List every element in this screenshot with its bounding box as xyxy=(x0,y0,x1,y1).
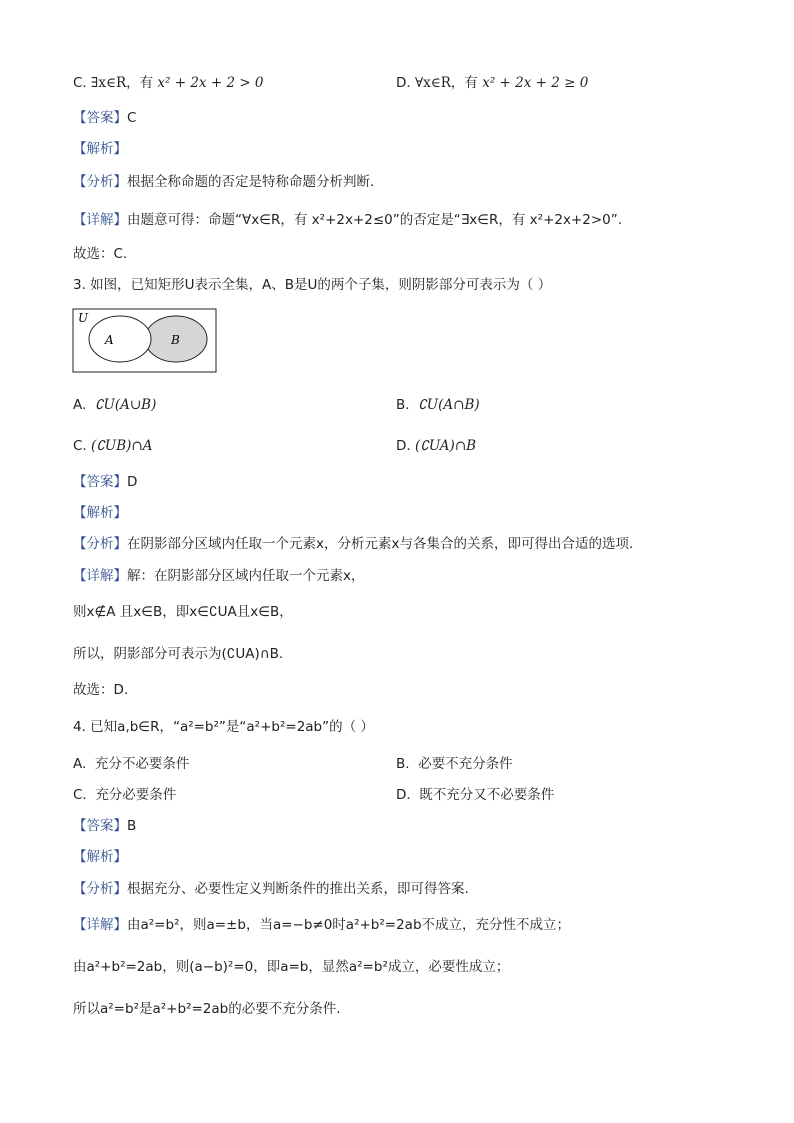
universe-label: U xyxy=(78,311,89,325)
q4-stem: 4. 已知a,b∈R，“a²=b²”是“a²+b²=2ab”的（ ） xyxy=(73,719,374,735)
set-b-label: B xyxy=(171,333,180,347)
q3-option-a: A. ∁U(A∪B) xyxy=(73,397,157,413)
q2-conclusion: 故选：C. xyxy=(73,246,128,262)
q3-stem: 3. 如图，已知矩形U表示全集，A、B是U的两个子集，则阴影部分可表示为（ ） xyxy=(73,277,552,293)
q4-answer: 【答案】B xyxy=(73,818,137,834)
q4-detail-line3: 所以a²=b²是a²+b²=2ab的必要不充分条件. xyxy=(73,1001,341,1017)
q4-analysis-heading: 【解析】 xyxy=(73,849,127,865)
q3-conclusion: 故选：D. xyxy=(73,682,129,698)
q3-answer: 【答案】D xyxy=(73,474,138,490)
q4-option-c: C. 充分必要条件 xyxy=(73,787,177,803)
q4-detail-line2: 由a²+b²=2ab，则(a−b)²=0，即a=b，显然a²=b²成立，必要性成立； xyxy=(73,959,510,975)
q3-option-b: B. ∁U(A∩B) xyxy=(396,397,480,413)
q4-option-b: B. 必要不充分条件 xyxy=(396,756,513,772)
q4-option-a: A. 充分不必要条件 xyxy=(73,756,190,772)
q2-option-c: C. ∃x∈R，有 x² + 2x + 2 > 0 xyxy=(73,75,264,91)
set-a-label: A xyxy=(105,333,114,347)
q2-answer: 【答案】C xyxy=(73,110,137,126)
q2-detail: 【详解】由题意可得：命题“∀x∈R，有 x²+2x+2≤0”的否定是“∃x∈R，有 x²+2x+2>0”. xyxy=(73,212,623,228)
venn-diagram xyxy=(72,308,218,374)
q4-detail: 【详解】由a²=b²，则a=±b，当a=−b≠0时a²+b²=2ab不成立，充分性不成立； xyxy=(73,917,571,933)
q4-option-d: D. 既不充分又不必要条件 xyxy=(396,787,555,803)
q2-fenxi: 【分析】根据全称命题的否定是特称命题分析判断. xyxy=(73,174,375,190)
set-a-ellipse xyxy=(89,316,151,362)
q3-detail: 【详解】解：在阴影部分区域内任取一个元素x， xyxy=(73,568,365,584)
q3-detail-line2: 则x∉A 且x∈B，即x∈∁UA且x∈B， xyxy=(73,604,293,620)
q2-analysis-heading: 【解析】 xyxy=(73,141,127,157)
q3-detail-line3: 所以，阴影部分可表示为(∁UA)∩B. xyxy=(73,646,284,662)
q4-fenxi: 【分析】根据充分、必要性定义判断条件的推出关系，即可得答案. xyxy=(73,881,469,897)
q3-analysis-heading: 【解析】 xyxy=(73,505,127,521)
q3-fenxi: 【分析】在阴影部分区域内任取一个元素x，分析元素x与各集合的关系，即可得出合适的选项. xyxy=(73,536,634,552)
q3-option-d: D. (∁UA)∩B xyxy=(396,438,477,454)
q3-option-c: C. (∁UB)∩A xyxy=(73,438,153,454)
q2-option-d: D. ∀x∈R，有 x² + 2x + 2 ≥ 0 xyxy=(396,75,589,91)
